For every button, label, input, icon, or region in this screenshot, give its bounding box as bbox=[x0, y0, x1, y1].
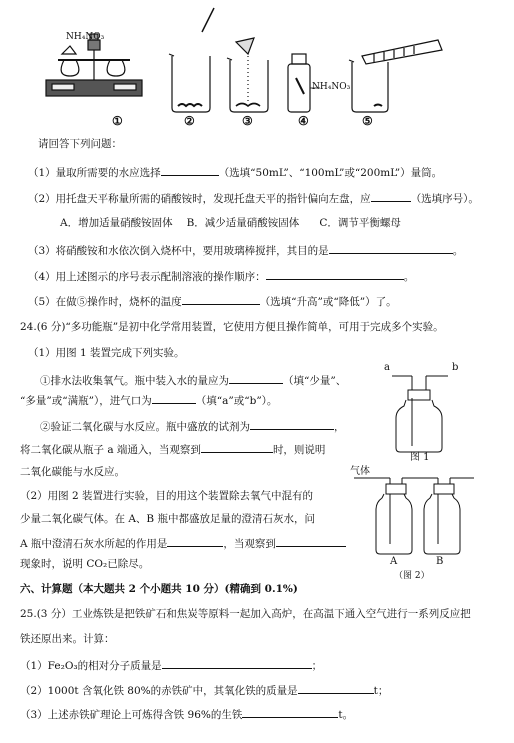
q24-sub1b-line3: 二氧化碳能与水反应。 bbox=[20, 466, 125, 478]
answer-blank[interactable] bbox=[182, 293, 260, 305]
step-label-4: ④ bbox=[298, 114, 309, 128]
experiment-drawing bbox=[40, 2, 460, 130]
balance-illustration bbox=[46, 34, 142, 96]
figure-2-label-A: A bbox=[390, 556, 398, 567]
beaker-2 bbox=[169, 8, 214, 112]
q24-sub1: （1）用图 1 装置完成下列实验。 bbox=[28, 347, 185, 359]
experiment-figure bbox=[40, 2, 460, 130]
answer-blank[interactable] bbox=[329, 242, 453, 254]
q24-sub2-line4: 现象时，说明 CO₂已除尽。 bbox=[20, 558, 150, 570]
q25-head-line2: 铁还原出来。计算： bbox=[20, 633, 115, 645]
option-a: A．增加适量硝酸铵固体 bbox=[60, 217, 173, 229]
figure-1 bbox=[378, 362, 488, 468]
answer-blank[interactable] bbox=[276, 535, 346, 547]
answer-blank[interactable] bbox=[161, 164, 219, 176]
figure-1-drawing bbox=[378, 368, 488, 468]
figure-1-label-b: b bbox=[452, 362, 459, 373]
answer-blank[interactable] bbox=[371, 190, 411, 202]
answer-blank[interactable] bbox=[298, 682, 374, 694]
q23-options bbox=[60, 216, 401, 230]
step-label-5: ⑤ bbox=[362, 114, 373, 128]
answer-blank[interactable] bbox=[152, 392, 196, 404]
answer-blank[interactable] bbox=[229, 372, 283, 384]
q23-part3: （3）将硝酸铵和水依次倒入烧杯中，要用玻璃棒搅拌，其目的是 。 bbox=[28, 242, 463, 258]
option-b: B．减少适量硝酸铵固体 bbox=[186, 217, 300, 229]
figure-2 bbox=[350, 464, 500, 581]
figure-1-label-a: a bbox=[384, 362, 390, 373]
q24-sub2-line3: A 瓶中澄清石灰水所起的作用是 ，当观察到 bbox=[20, 535, 346, 551]
figure-2-caption: （图 2） bbox=[394, 571, 430, 581]
answer-blank[interactable] bbox=[167, 535, 223, 547]
q25-calc2: （2）1000t 含氧化铁 80%的赤铁矿中，其氧化铁的质量是 t； bbox=[20, 682, 388, 698]
answer-blank[interactable] bbox=[201, 441, 273, 453]
q24-sub2-line2: 少量二氧化碳气体。在 A、B 瓶中都盛放足量的澄清石灰水，问 bbox=[20, 513, 315, 525]
q23-part4: （4）用上述图示的序号表示配制溶液的操作顺序： 。 bbox=[28, 268, 414, 284]
answer-blank[interactable] bbox=[250, 418, 334, 430]
q23-part1: （1）量取所需要的水应选择 （选填“50mL”、“100mL”或“200mL”）量筒。 bbox=[28, 164, 442, 180]
section-6-title: 六、计算题（本大题共 2 个小题共 10 分）(精确到 0.1%) bbox=[20, 583, 298, 595]
option-c: C．调节平衡螺母 bbox=[319, 217, 401, 229]
figure-2-drawing bbox=[350, 464, 500, 576]
reagent-label: NH₄NO₃ bbox=[66, 32, 105, 42]
step-label-3: ③ bbox=[242, 114, 253, 128]
q24-sub1a-line2: “多量”或“满瓶”），进气口为 （填“a”或“b”）。 bbox=[20, 392, 277, 408]
q24-sub1b-line1: ②验证二氧化碳与水反应。瓶中盛放的试剂为 ， bbox=[40, 418, 345, 434]
beaker-5 bbox=[349, 40, 442, 112]
step-label-1: ① bbox=[112, 114, 123, 128]
figure-1-caption: 图 1 bbox=[410, 452, 430, 463]
q25-calc1: （1）Fe₂O₃的相对分子质量是 ； bbox=[20, 657, 322, 673]
figure-2-label-B: B bbox=[436, 556, 444, 567]
q24-sub1b-line2: 将二氧化碳从瓶子 a 端通入，当观察到 时，则说明 bbox=[20, 441, 325, 457]
q23-intro: 请回答下列问题： bbox=[38, 138, 122, 150]
answer-blank[interactable] bbox=[162, 657, 312, 669]
q24-sub1a-line1: ①排水法收集氧气。瓶中装入水的量应为 （填“少量”、 bbox=[40, 372, 346, 388]
bottle-label: NH₄NO₃ bbox=[312, 82, 351, 92]
step-label-2: ② bbox=[184, 114, 195, 128]
answer-blank[interactable] bbox=[242, 706, 338, 718]
q23-part2: （2）用托盘天平称量所需的硝酸铵时，发现托盘天平的指针偏向左盘，应 （选填序号）。 bbox=[28, 190, 479, 206]
figure-2-gas-label: 气体 bbox=[350, 466, 370, 477]
q25-calc3: （3）上述赤铁矿理论上可炼得含铁 96%的生铁 t。 bbox=[20, 706, 353, 722]
answer-blank[interactable] bbox=[266, 268, 404, 280]
beaker-3 bbox=[227, 38, 268, 112]
q24-sub2-line1: （2）用图 2 装置进行实验，目的用这个装置除去氧气中混有的 bbox=[20, 490, 314, 502]
q24-head: 24.(6 分)“多功能瓶”是初中化学常用装置，它使用方便且操作简单，可用于完成多个实验。 bbox=[20, 321, 444, 333]
q25-head-line1: 25.(3 分）工业炼铁是把铁矿石和焦炭等原料一起加入高炉，在高温下通入空气进行一系列反应把 bbox=[20, 608, 471, 620]
q23-part5: （5）在做⑤操作时，烧杯的温度 （选填“升高”或“降低”）了。 bbox=[28, 293, 397, 309]
